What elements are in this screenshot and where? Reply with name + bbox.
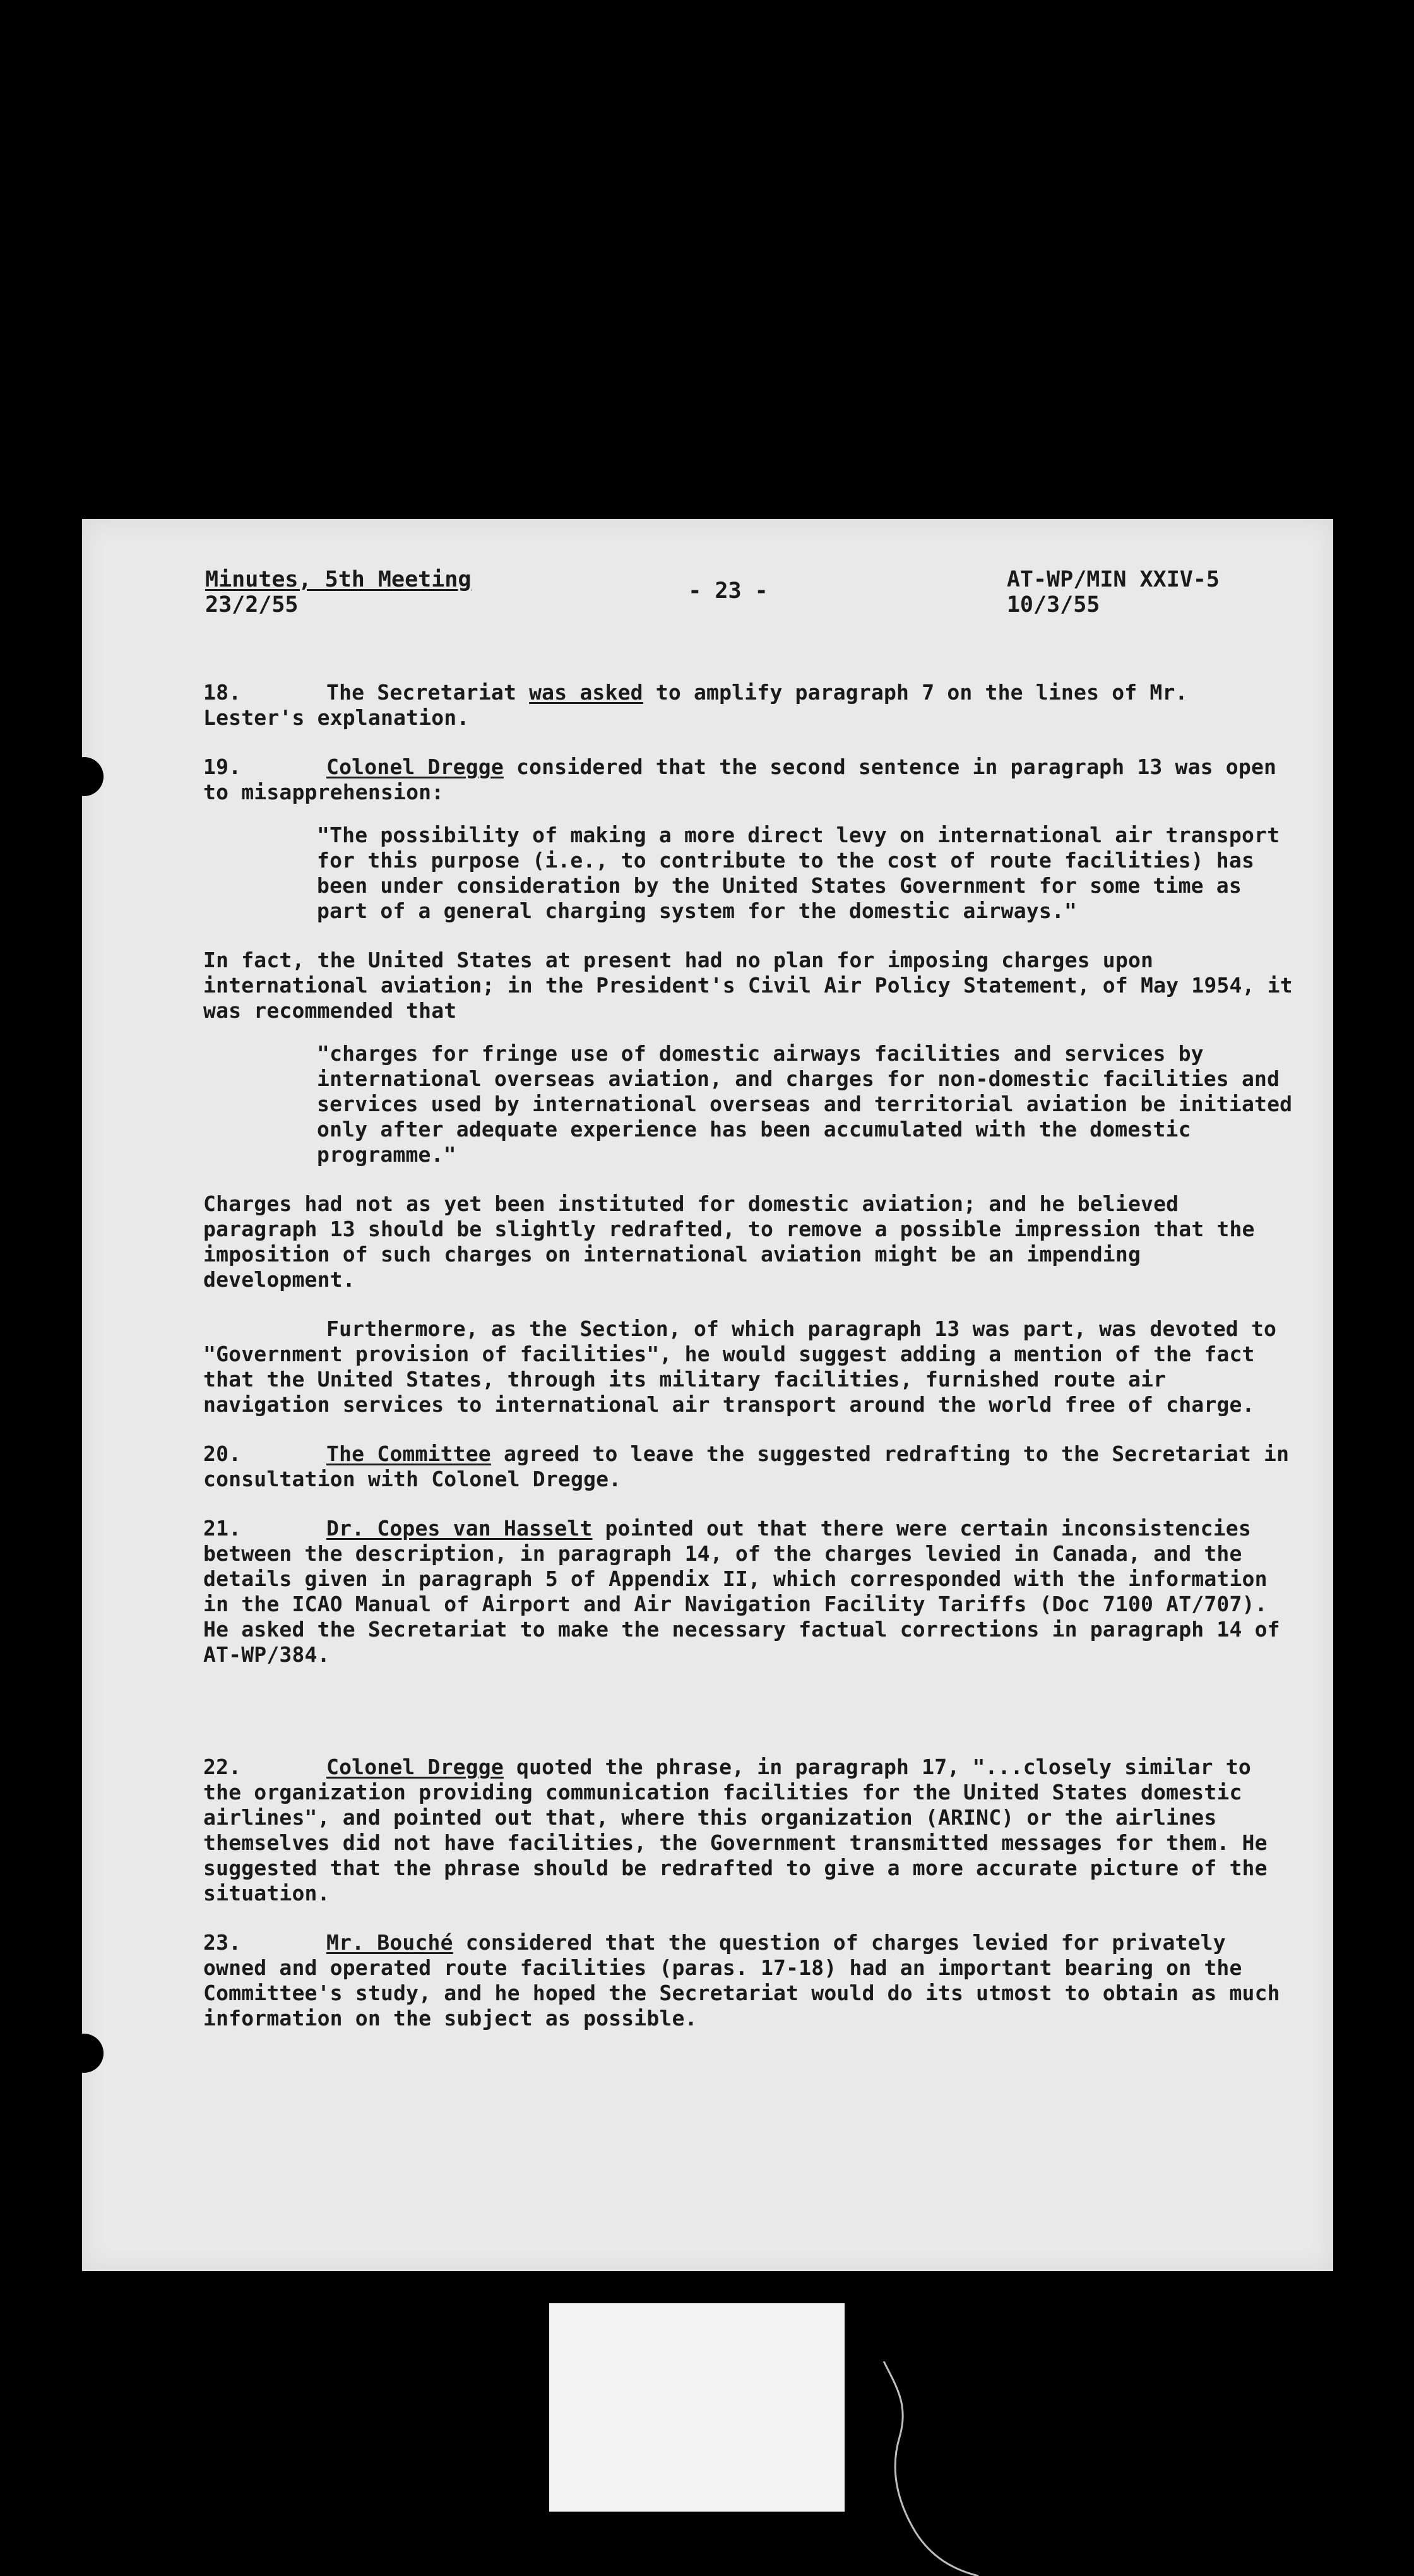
speaker-name: Colonel Dregge bbox=[326, 754, 504, 779]
blank-space bbox=[203, 1691, 1295, 1755]
block-quote-2: "charges for fringe use of domestic airways facilities and services by international overseas aviation, and charges for non-domestic facilities and services used by international overseas and territorial aviation be initiated only after adequate experience has been accumulated with the domestic programme." bbox=[317, 1041, 1305, 1167]
block-quote-1: "The possibility of making a more direct levy on international air transport for this purpose (i.e., to contribute to the cost of route facilities) has been under consideration by the United States Government for some time as part of a general charging system for the domestic airways." bbox=[317, 823, 1293, 923]
paragraph-text: The Secretariat bbox=[326, 680, 530, 705]
paragraph-number: 21. bbox=[203, 1516, 242, 1541]
page-header bbox=[205, 567, 1251, 624]
paragraph-19-continued: In fact, the United States at present had no plan for imposing charges upon international aviation; in the President's Civil Air Policy Statement, of May 1954, it was recommended that bbox=[203, 948, 1305, 1023]
header-meeting-title: Minutes, 5th Meeting bbox=[205, 567, 472, 592]
paragraph-number: 18. bbox=[203, 680, 242, 705]
document-reference: AT-WP/MIN XXIV-5 bbox=[1006, 567, 1220, 592]
paragraph-text: pointed out that there were certain inconsistencies between the description, in paragraph 14, of the charges levied in Canada, and the details given in paragraph 5 of Appendix II, which corresponded with the information in the ICAO Manual of Airport and Air Navigation Facility Tariffs (Doc 7100 AT/707). He asked the Secretariat to make the necessary factual corrections in paragraph 14 of AT-WP/384. bbox=[203, 1516, 1293, 1667]
minutes-body bbox=[203, 680, 1305, 2055]
punch-hole-bottom bbox=[64, 2034, 104, 2073]
paragraph-number: 20. bbox=[203, 1441, 242, 1466]
paragraph-number: 19. bbox=[203, 754, 242, 779]
document-page bbox=[82, 519, 1333, 2271]
page-number: - 23 - bbox=[688, 578, 768, 604]
paragraph-22 bbox=[203, 1755, 1295, 1906]
paragraph-19 bbox=[203, 754, 1295, 805]
punch-hole-top bbox=[64, 757, 104, 796]
document-date: 10/3/55 bbox=[1006, 592, 1100, 617]
paragraph-text: to amplify paragraph 7 on the lines of Mr. Lester's explanation. bbox=[203, 680, 1201, 730]
paragraph-text: considered that the question of charges levied for privately owned and operated route facilities (paras. 17-18) had an important bearing on the Committee's study, and he hoped the Secretariat would do its utmost to obtain as much information on the subject as possible. bbox=[203, 1930, 1293, 2030]
header-meeting-date: 23/2/55 bbox=[205, 592, 299, 617]
blank-paper-slip bbox=[549, 2303, 845, 2512]
paragraph-text: agreed to leave the suggested redrafting to the Secretariat in consultation with Colonel Dregge. bbox=[203, 1441, 1302, 1491]
speaker-name: The Committee bbox=[326, 1441, 491, 1466]
header-right bbox=[1007, 567, 1220, 617]
paragraph-text: quoted the phrase, in paragraph 17, "...closely similar to the organization providing communication facilities for the United States domestic airlines", and pointed out that, where this organization (ARINC) or the airlines themselves did not have facilities, the Government transmitted messages for them. He suggested that the phrase should be redrafted to give a more accurate picture of the situation. bbox=[203, 1755, 1280, 1905]
paragraph-19-continued-2: Charges had not as yet been instituted for domestic aviation; and he believed paragraph 13 should be slightly redrafted, to remove a possible impression that the imposition of such charges on international aviation might be an impending development. bbox=[203, 1191, 1268, 1292]
paragraph-23 bbox=[203, 1930, 1295, 2031]
paragraph-18 bbox=[203, 680, 1295, 730]
paragraph-20 bbox=[203, 1441, 1302, 1492]
speaker-name: Dr. Copes van Hasselt bbox=[326, 1516, 593, 1541]
paragraph-19-continued-3 bbox=[203, 1316, 1295, 1417]
paragraph-number: 23. bbox=[203, 1930, 242, 1955]
paragraph-text: Furthermore, as the Section, of which paragraph 13 was part, was devoted to "Government provision of facilities", he would suggest adding a mention of the fact that the United States, through its military facilities, furnished route air navigation services to international air transport around the world free of charge. bbox=[203, 1316, 1290, 1417]
paragraph-underlined-phrase: was asked bbox=[529, 680, 643, 705]
speaker-name: Mr. Bouché bbox=[326, 1930, 453, 1955]
paragraph-21 bbox=[203, 1516, 1295, 1667]
speaker-name: Colonel Dregge bbox=[326, 1755, 504, 1779]
cable-icon bbox=[871, 2361, 985, 2576]
paragraph-text: considered that the second sentence in paragraph 13 was open to misapprehension: bbox=[203, 754, 1290, 804]
paragraph-number: 22. bbox=[203, 1755, 242, 1779]
